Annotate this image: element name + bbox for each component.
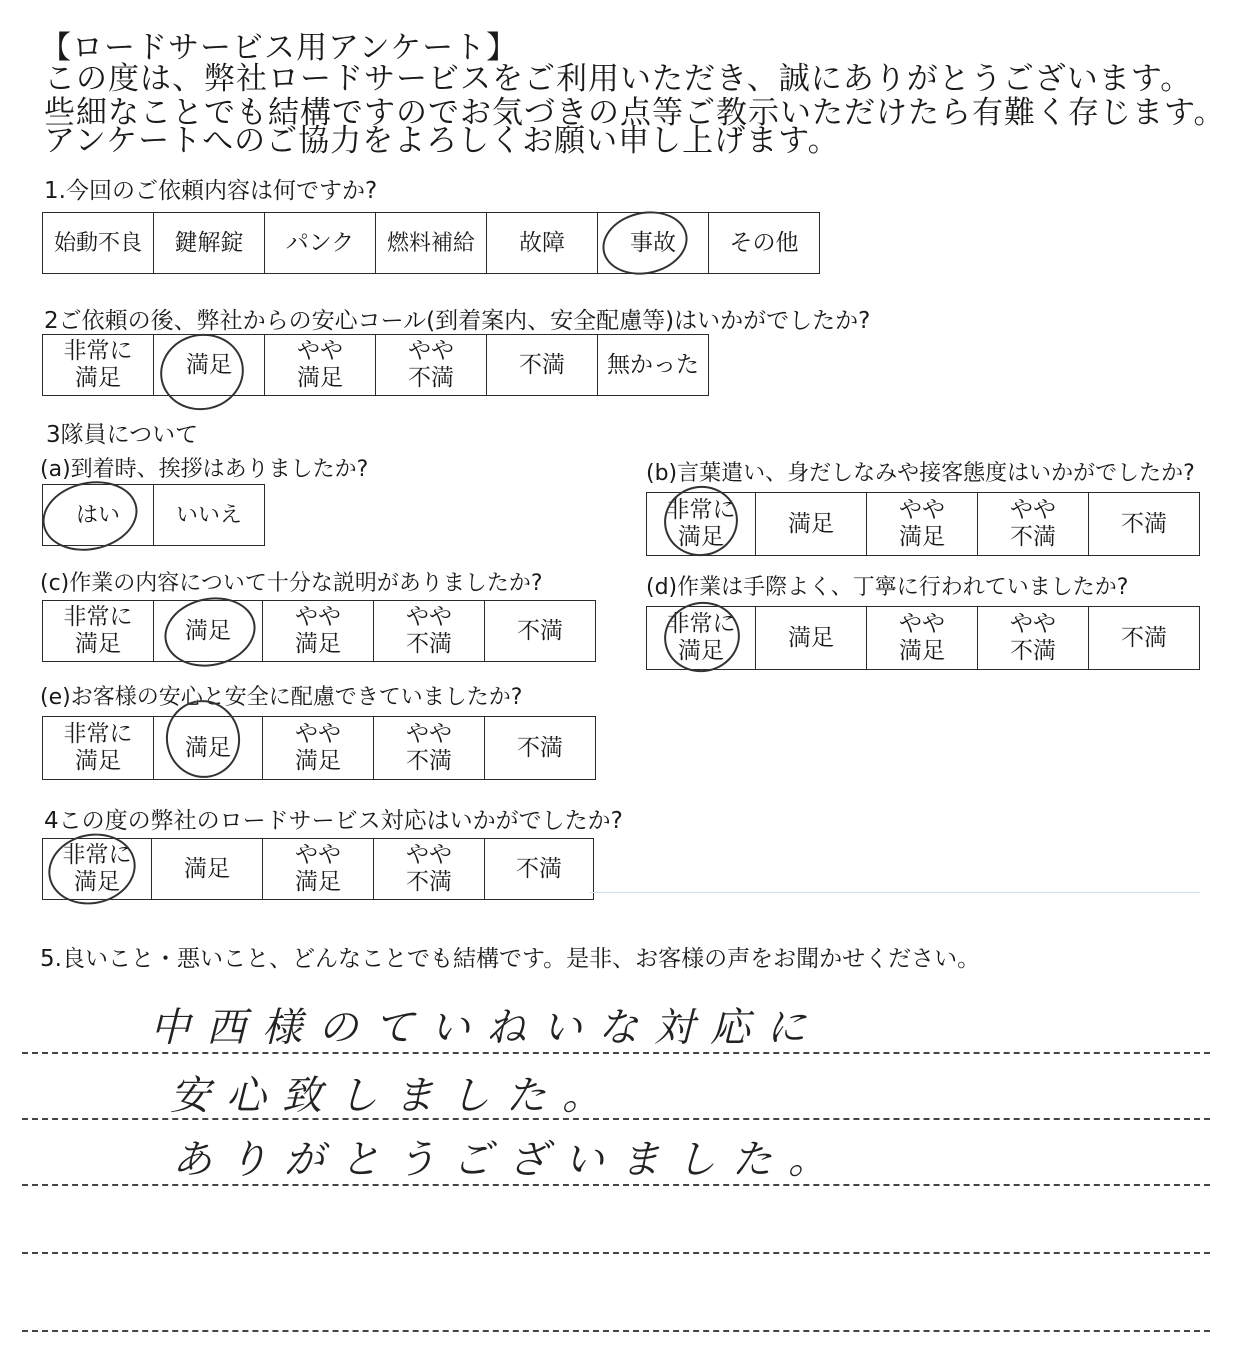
q3b-option-very-satisfied[interactable]: 非常に 満足 bbox=[647, 493, 756, 556]
comment-rule-5 bbox=[22, 1330, 1210, 1332]
comment-line-1: 中西様のていねいな対応に bbox=[150, 1005, 822, 1051]
q3a-option-yes[interactable]: はい bbox=[43, 485, 154, 546]
q4-question: 4この度の弊社のロードサービス対応はいかがでしたか? bbox=[44, 808, 623, 834]
q3e-options bbox=[42, 716, 596, 780]
q3b-option-dissatisfied[interactable]: 不満 bbox=[1089, 493, 1200, 556]
intro-line-1: この度は、弊社ロードサービスをご利用いただき、誠にありがとうございます。 bbox=[44, 61, 1193, 97]
q2-option-none[interactable]: 無かった bbox=[598, 335, 709, 396]
q3d-option-satisfied[interactable]: 満足 bbox=[756, 607, 867, 670]
q2-option-very-satisfied[interactable]: 非常に 満足 bbox=[43, 335, 154, 396]
q3a-option-no[interactable]: いいえ bbox=[154, 485, 265, 546]
q1-option-other[interactable]: その他 bbox=[709, 213, 820, 274]
q3d-option-dissatisfied[interactable]: 不満 bbox=[1089, 607, 1200, 670]
q3a-question: (a)到着時、挨拶はありましたか? bbox=[40, 457, 369, 482]
q2-option-satisfied[interactable]: 満足 bbox=[154, 335, 265, 396]
q3b-option-somewhat-dissatisfied[interactable]: やや 不満 bbox=[978, 493, 1089, 556]
q1-option-accident[interactable]: 事故 bbox=[598, 213, 709, 274]
q3-heading: 3隊員について bbox=[46, 422, 199, 448]
q3d-options bbox=[646, 606, 1200, 670]
q4-option-dissatisfied[interactable]: 不満 bbox=[485, 839, 594, 900]
scan-artifact-line bbox=[590, 892, 1200, 893]
q3b-option-somewhat-satisfied[interactable]: やや 満足 bbox=[867, 493, 978, 556]
q3e-option-very-satisfied[interactable]: 非常に 満足 bbox=[43, 717, 154, 780]
intro-line-2: 些細なことでも結構ですのでお気づきの点等ご教示いただけたら有難く存じます。 bbox=[44, 95, 1226, 131]
q2-options bbox=[42, 334, 709, 396]
comment-line-3: ありがとうございました。 bbox=[172, 1137, 844, 1183]
q4-options bbox=[42, 838, 594, 900]
q3e-question: (e)お客様の安心と安全に配慮できていましたか? bbox=[40, 685, 523, 710]
q3c-options bbox=[42, 600, 596, 662]
q1-options bbox=[42, 212, 820, 274]
q3d-option-somewhat-dissatisfied[interactable]: やや 不満 bbox=[978, 607, 1089, 670]
q3c-option-very-satisfied[interactable]: 非常に 満足 bbox=[43, 601, 154, 662]
q4-option-somewhat-dissatisfied[interactable]: やや 不満 bbox=[374, 839, 485, 900]
q2-option-dissatisfied[interactable]: 不満 bbox=[487, 335, 598, 396]
comment-line-2: 安心致しました。 bbox=[170, 1073, 618, 1119]
survey-title: 【ロードサービス用アンケート】 bbox=[40, 30, 519, 66]
q3a-options bbox=[42, 484, 265, 546]
q3d-option-somewhat-satisfied[interactable]: やや 満足 bbox=[867, 607, 978, 670]
comment-rule-3 bbox=[22, 1184, 1210, 1186]
q1-question: 1.今回のご依頼内容は何ですか? bbox=[44, 178, 378, 204]
q1-option-flat-tire[interactable]: パンク bbox=[265, 213, 376, 274]
q3b-options bbox=[646, 492, 1200, 556]
comment-rule-1 bbox=[22, 1052, 1210, 1054]
q3c-question: (c)作業の内容について十分な説明がありましたか? bbox=[40, 571, 543, 596]
q3e-option-somewhat-dissatisfied[interactable]: やや 不満 bbox=[374, 717, 485, 780]
q2-option-somewhat-dissatisfied[interactable]: やや 不満 bbox=[376, 335, 487, 396]
q3b-question: (b)言葉遣い、身だしなみや接客態度はいかがでしたか? bbox=[646, 461, 1195, 486]
q3e-option-dissatisfied[interactable]: 不満 bbox=[485, 717, 596, 780]
q4-option-satisfied[interactable]: 満足 bbox=[152, 839, 263, 900]
q2-option-somewhat-satisfied[interactable]: やや 満足 bbox=[265, 335, 376, 396]
q3e-option-somewhat-satisfied[interactable]: やや 満足 bbox=[263, 717, 374, 780]
q5-question: 5.良いこと・悪いこと、どんなことでも結構です。是非、お客様の声をお聞かせください。 bbox=[40, 946, 981, 972]
q3c-option-somewhat-satisfied[interactable]: やや 満足 bbox=[263, 601, 374, 662]
q1-option-fuel[interactable]: 燃料補給 bbox=[376, 213, 487, 274]
q4-option-somewhat-satisfied[interactable]: やや 満足 bbox=[263, 839, 374, 900]
q3c-option-dissatisfied[interactable]: 不満 bbox=[485, 601, 596, 662]
intro-line-3: アンケートへのご協力をよろしくお願い申し上げます。 bbox=[44, 123, 840, 159]
comment-rule-4 bbox=[22, 1252, 1210, 1254]
q1-option-engine-start[interactable]: 始動不良 bbox=[43, 213, 154, 274]
q3e-option-satisfied[interactable]: 満足 bbox=[154, 717, 263, 780]
q3b-option-satisfied[interactable]: 満足 bbox=[756, 493, 867, 556]
q1-option-breakdown[interactable]: 故障 bbox=[487, 213, 598, 274]
q3c-option-somewhat-dissatisfied[interactable]: やや 不満 bbox=[374, 601, 485, 662]
q3c-option-satisfied[interactable]: 満足 bbox=[154, 601, 263, 662]
q1-option-key-unlock[interactable]: 鍵解錠 bbox=[154, 213, 265, 274]
q4-option-very-satisfied[interactable]: 非常に 満足 bbox=[43, 839, 152, 900]
comment-rule-2 bbox=[22, 1118, 1210, 1120]
q3d-question: (d)作業は手際よく、丁寧に行われていましたか? bbox=[646, 575, 1129, 600]
q2-question: 2ご依頼の後、弊社からの安心コール(到着案内、安全配慮等)はいかがでしたか? bbox=[44, 308, 871, 334]
q3d-option-very-satisfied[interactable]: 非常に 満足 bbox=[647, 607, 756, 670]
